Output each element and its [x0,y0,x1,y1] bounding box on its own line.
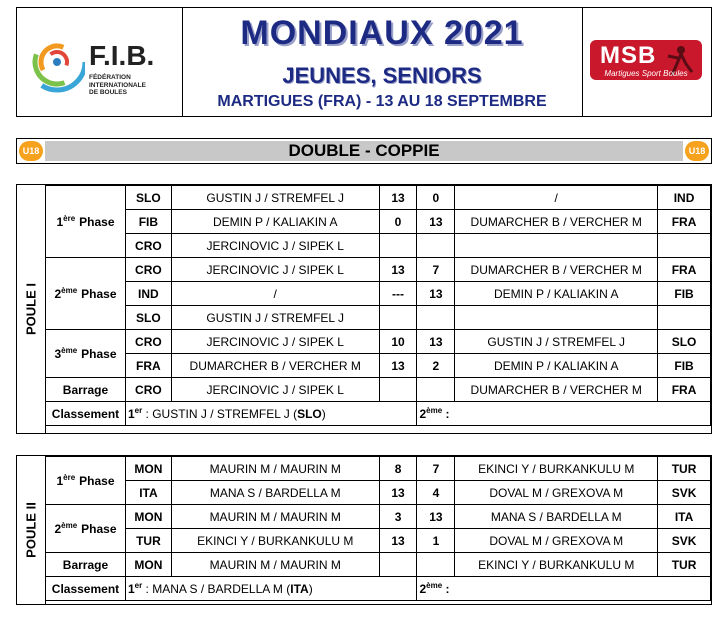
phase-cell [46,457,126,505]
msb-logo-subtitle: Martigues Sport Boules [604,69,688,78]
team1-country: CRO [125,258,171,282]
team1-players: GUSTIN J / STREMFEL J [171,186,379,210]
team1-players: DUMARCHER B / VERCHER M [171,354,379,378]
team2-country: FRA [658,258,711,282]
poule-1-label-text: POULE I [23,282,39,336]
first-place-team: : MANA S / BARDELLA M ( [142,582,291,596]
team1-country: IND [125,282,171,306]
phase-word: Phase [81,522,117,536]
phase-number: 2 [54,287,62,301]
u18-badge-right: U18 [685,141,709,161]
team1-players: / [171,282,379,306]
msb-logo-text: MSB [600,42,657,69]
phase-cell [46,258,126,330]
classement-row [46,577,711,601]
phase-number: 1 [56,215,64,229]
first-place-country: SLO [297,407,322,421]
phase-cell [46,505,126,553]
team2-score: 7 [417,457,455,481]
team1-players: EKINCI Y / BURKANKULU M [171,529,379,553]
team2-country: FRA [658,378,711,402]
classement-second [417,402,711,426]
event-subtitle: JEUNES, SENIORS [282,63,482,88]
fib-logo-subtitle [89,74,146,97]
poule-2-label [17,456,46,604]
team2-country [658,306,711,330]
match-row [46,258,711,282]
first-place-close: ) [308,582,313,596]
phase-number: 3 [54,347,62,361]
phase-word: Phase [79,474,115,488]
category-title: DOUBLE - COPPIE [45,141,683,161]
title-block [182,8,583,116]
match-row [46,354,711,378]
barrage-cell: Barrage [46,553,126,577]
fib-logo [17,8,183,116]
team1-score [379,553,417,577]
poule-2-table [45,456,711,601]
team2-score: 0 [417,186,455,210]
team2-players: DUMARCHER B / VERCHER M [455,258,658,282]
match-row [46,186,711,210]
team1-country: CRO [125,330,171,354]
team2-players: DOVAL M / GREXOVA M [455,481,658,505]
team2-score: 13 [417,282,455,306]
match-row [46,505,711,529]
phase-suffix: ère [63,214,76,223]
team1-score: --- [379,282,417,306]
team2-country: ITA [658,505,711,529]
team1-players: MAURIN M / MAURIN M [171,505,379,529]
team1-score [379,306,417,330]
team1-players: JERCINOVIC J / SIPEK L [171,234,379,258]
team1-country: FIB [125,210,171,234]
match-row [46,481,711,505]
team2-players: / [455,186,658,210]
team1-players: MANA S / BARDELLA M [171,481,379,505]
team1-country: SLO [125,306,171,330]
team2-country: FRA [658,210,711,234]
team1-score: 10 [379,330,417,354]
team1-players: JERCINOVIC J / SIPEK L [171,378,379,402]
team2-country: IND [658,186,711,210]
poule-1-table [45,185,711,426]
event-header [16,7,712,117]
team1-country: MON [125,505,171,529]
phase-cell [46,330,126,378]
team1-players: MAURIN M / MAURIN M [171,553,379,577]
classement-first [125,402,417,426]
team1-players: GUSTIN J / STREMFEL J [171,306,379,330]
team1-score [379,234,417,258]
team1-country: ITA [125,481,171,505]
team2-players: GUSTIN J / STREMFEL J [455,330,658,354]
team2-score: 13 [417,505,455,529]
team1-country: TUR [125,529,171,553]
team2-country: SVK [658,481,711,505]
fib-logo-text: F.I.B. [89,40,155,71]
match-row [46,378,711,402]
first-place-team: : GUSTIN J / STREMFEL J ( [142,407,298,421]
second-place-number: 2 [419,582,427,596]
team2-score: 13 [417,210,455,234]
match-row [46,234,711,258]
poule-2-label-text: POULE II [23,502,39,558]
event-location: MARTIGUES (FRA) - 13 AU 18 SEPTEMBRE [217,93,547,110]
team1-country: MON [125,457,171,481]
team1-score: 8 [379,457,417,481]
poule-1-panel [16,184,712,434]
match-row [46,457,711,481]
match-row [46,553,711,577]
team2-score: 7 [417,258,455,282]
team2-players: DUMARCHER B / VERCHER M [455,378,658,402]
team2-score [417,306,455,330]
team2-players: DEMIN P / KALIAKIN A [455,282,658,306]
first-place-close: ) [321,407,326,421]
team2-score: 1 [417,529,455,553]
team1-score: 13 [379,529,417,553]
team2-country: FIB [658,354,711,378]
team2-score [417,234,455,258]
poule-1-label [17,185,46,433]
team1-players: MAURIN M / MAURIN M [171,457,379,481]
category-band [16,138,712,164]
match-row [46,330,711,354]
second-place-number: 2 [419,407,427,421]
second-place-suffix: ème [426,406,443,415]
team1-score: 0 [379,210,417,234]
match-row [46,282,711,306]
team2-score [417,378,455,402]
team2-country: SLO [658,330,711,354]
second-place-text: : [442,407,450,421]
phase-word: Phase [81,287,117,301]
team2-country: TUR [658,457,711,481]
team1-players: JERCINOVIC J / SIPEK L [171,330,379,354]
team1-score: 13 [379,354,417,378]
phase-word: Phase [79,215,115,229]
poule-2-rows [46,457,711,601]
team1-country: CRO [125,378,171,402]
team2-score: 4 [417,481,455,505]
team2-country [658,234,711,258]
team2-score [417,553,455,577]
phase-number: 1 [56,474,64,488]
first-place-suffix: er [134,581,143,590]
second-place-text: : [442,582,450,596]
first-place-country: ITA [290,582,309,596]
first-place-number: 1 [127,407,135,421]
u18-badge-left: U18 [19,141,43,161]
match-row [46,529,711,553]
phase-word: Phase [81,347,117,361]
team2-players: MANA S / BARDELLA M [455,505,658,529]
team2-players: DOVAL M / GREXOVA M [455,529,658,553]
match-row [46,306,711,330]
team2-score: 2 [417,354,455,378]
team1-score [379,378,417,402]
team2-country: SVK [658,529,711,553]
team1-country: FRA [125,354,171,378]
fib-emblem-icon [23,22,85,102]
msb-logo-badge [590,40,702,80]
second-place-suffix: ème [426,581,443,590]
team1-country: CRO [125,234,171,258]
first-place-number: 1 [127,582,135,596]
team2-players: DUMARCHER B / VERCHER M [455,210,658,234]
poule-1-rows [46,186,711,426]
team2-players [455,234,658,258]
team2-score: 13 [417,330,455,354]
classement-label: Classement [46,577,126,601]
fib-sub-line: DE BOULES [89,89,127,96]
fib-sub-line: INTERNATIONALE [89,81,146,89]
team1-country: SLO [125,186,171,210]
phase-suffix: ème [61,346,78,355]
team2-players: EKINCI Y / BURKANKULU M [455,553,658,577]
event-title: MONDIAUX 2021 [240,14,524,52]
phase-suffix: ère [63,473,76,482]
phase-cell [46,186,126,258]
fib-sub-line: FÉDÉRATION [89,74,131,81]
first-place-suffix: er [134,406,143,415]
team1-score: 3 [379,505,417,529]
team2-players: DEMIN P / KALIAKIN A [455,354,658,378]
team2-players [455,306,658,330]
team1-score: 13 [379,481,417,505]
team1-score: 13 [379,186,417,210]
match-row [46,210,711,234]
team2-players: EKINCI Y / BURKANKULU M [455,457,658,481]
team1-players: DEMIN P / KALIAKIN A [171,210,379,234]
classement-row [46,402,711,426]
team1-country: MON [125,553,171,577]
classement-second [417,577,711,601]
phase-suffix: ème [61,286,78,295]
poule-2-panel [16,455,712,605]
barrage-cell: Barrage [46,378,126,402]
phase-number: 2 [54,522,62,536]
team1-players: JERCINOVIC J / SIPEK L [171,258,379,282]
msb-logo [582,8,711,116]
classement-first [125,577,417,601]
phase-suffix: ème [61,521,78,530]
team2-country: FIB [658,282,711,306]
classement-label: Classement [46,402,126,426]
team2-country: TUR [658,553,711,577]
team1-score: 13 [379,258,417,282]
